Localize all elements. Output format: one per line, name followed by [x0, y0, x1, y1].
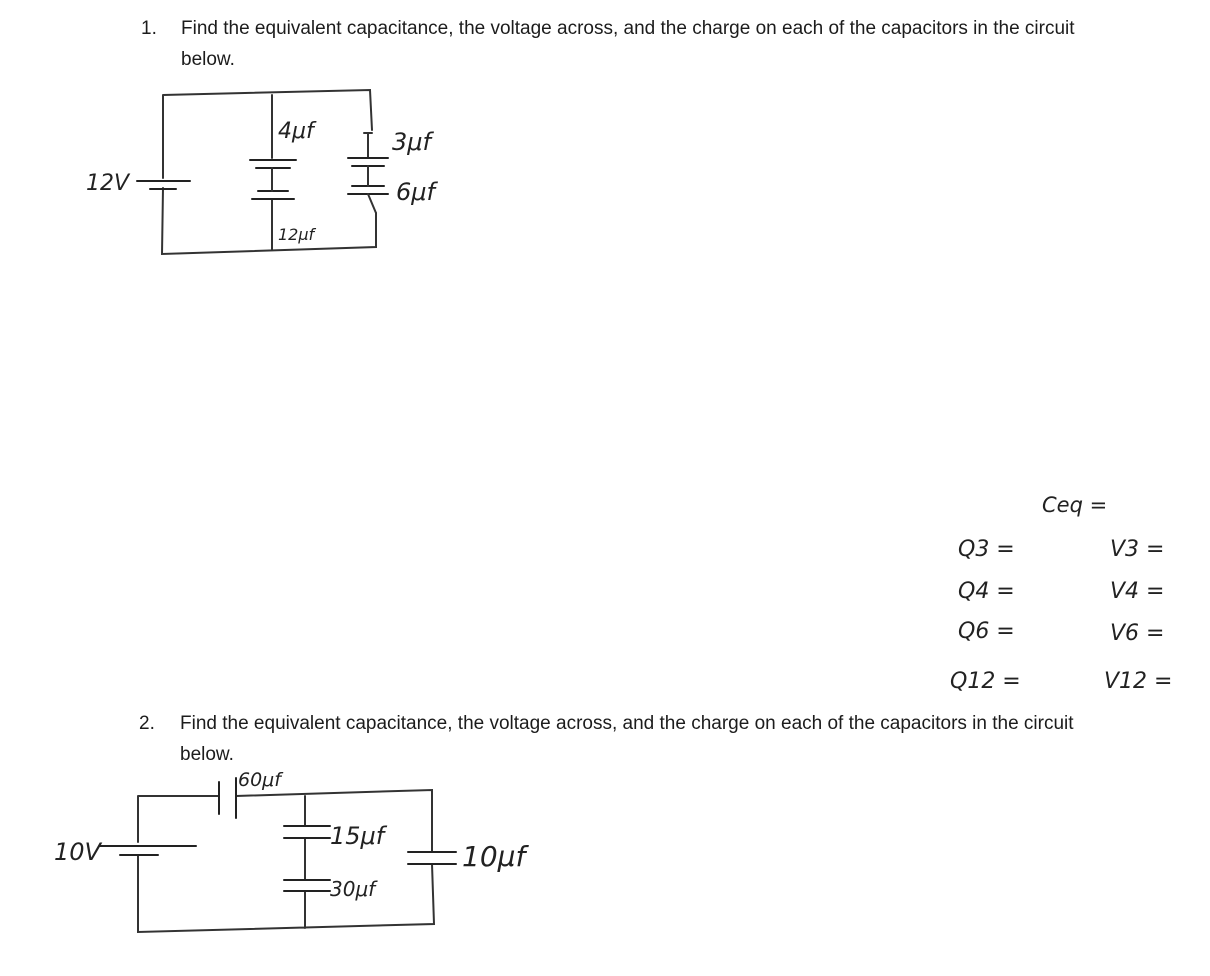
voltage-v3: V3 =	[1110, 537, 1165, 562]
question-2-number: 2.	[139, 713, 155, 734]
circuit-2-cap-10-label: 10μf	[462, 840, 526, 873]
ceq-label: Ceq =	[1042, 493, 1108, 517]
charge-q4: Q4 =	[958, 579, 1015, 604]
circuit-2-diagram	[54, 769, 529, 932]
circuit-2-cap-60-label: 60μf	[238, 769, 281, 791]
circuit-1-right-low-wire	[368, 194, 376, 213]
charge-q12: Q12 =	[950, 669, 1021, 694]
charge-q6: Q6 =	[958, 619, 1015, 644]
circuit-1-cap-4-label: 4μf	[278, 119, 314, 144]
circuit-1-source-label: 12V	[86, 171, 130, 196]
question-1-number: 1.	[141, 18, 157, 39]
circuit-2-cap-15-label: 15μf	[330, 822, 385, 850]
circuit-2-cap-30-label: 30μf	[330, 877, 376, 901]
circuit-1-diagram	[86, 90, 439, 254]
circuit-2-wires	[138, 790, 434, 932]
voltage-v12: V12 =	[1104, 669, 1173, 694]
circuit-1-cap-12-label: 12μf	[278, 225, 315, 244]
voltage-v6: V6 =	[1110, 621, 1165, 646]
question-1-text: Find the equivalent capacitance, the voltage across, and the charge on each of the capacitors in the circuit below.	[181, 18, 1075, 70]
voltage-v4: V4 =	[1110, 579, 1165, 604]
charge-q3: Q3 =	[958, 537, 1015, 562]
answer-blanks	[950, 493, 1172, 694]
circuit-1-wires	[162, 90, 376, 254]
circuit-2-source-label: 10V	[54, 838, 101, 866]
question-2-text: Find the equivalent capacitance, the voltage across, and the charge on each of the capacitors in the circuit below.	[180, 713, 1074, 765]
circuit-1-cap-3-label: 3μf	[392, 128, 431, 156]
circuit-1-cap-6-label: 6μf	[396, 178, 435, 206]
